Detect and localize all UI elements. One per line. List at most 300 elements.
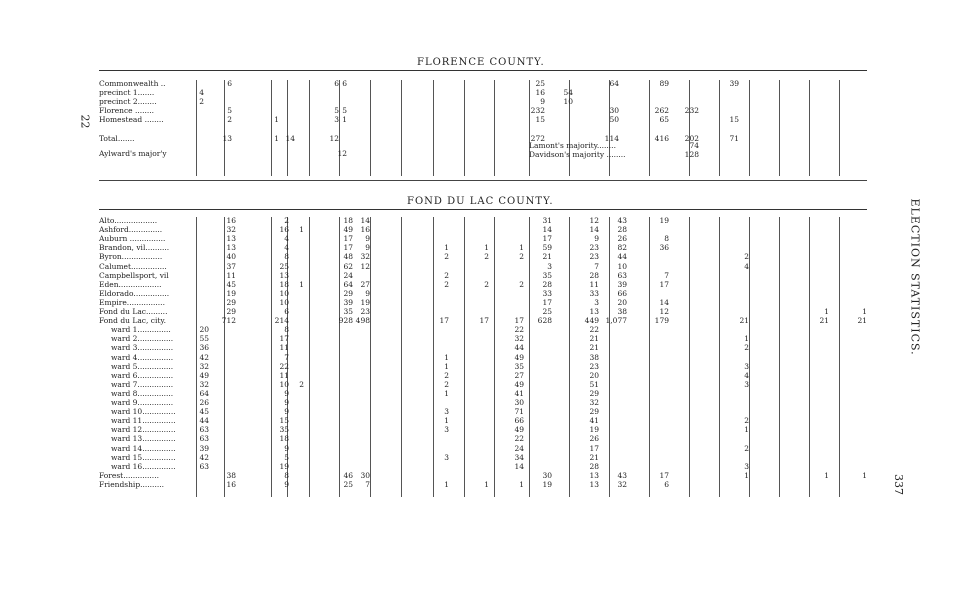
cell-value: 3 — [744, 379, 749, 389]
cell-value: 11 — [279, 343, 289, 353]
left-page-number: 22 — [78, 114, 92, 129]
cell-value: 28 — [542, 279, 552, 289]
cell-value: 20 — [199, 325, 209, 335]
cell-value: 28 — [589, 461, 599, 471]
cell-value: 49 — [514, 425, 524, 435]
cell-value: 25 — [343, 479, 353, 489]
cell-value: 71 — [514, 407, 524, 417]
cell-value: 32 — [199, 379, 209, 389]
cell-value: 9 — [284, 398, 289, 407]
cell-value: 232 — [684, 106, 699, 115]
row-label: ward 1.............. — [111, 325, 171, 335]
cell-value: 1 — [744, 334, 749, 344]
row-label: ward 13.............. — [111, 434, 176, 444]
cell-value: 214 — [274, 316, 289, 326]
cell-value: 32 — [226, 225, 236, 235]
cell-value: 51 — [589, 379, 599, 389]
cell-value: 6 — [227, 79, 232, 88]
cell-value: 19 — [226, 288, 236, 298]
cell-value: 2 — [284, 216, 289, 225]
cell-value: 32 — [617, 479, 627, 489]
cell-value: 4 — [284, 243, 289, 253]
cell-value: 19 — [542, 479, 552, 489]
cell-value: 12 — [659, 307, 669, 316]
row-label: ward 2............... — [111, 334, 174, 344]
table-row — [99, 272, 867, 281]
cell-value: 22 — [514, 325, 524, 335]
row-label: ward 14.............. — [111, 443, 176, 453]
row-label: Fond du Lac, city. — [99, 316, 166, 326]
cell-value: 10 — [617, 261, 627, 271]
cell-value: 12 — [589, 216, 599, 225]
florence-bottom-rule — [99, 180, 867, 181]
cell-value: 3 — [594, 297, 599, 307]
cell-value: 17 — [659, 470, 669, 480]
cell-value: 50 — [609, 115, 619, 124]
cell-value: 19 — [360, 297, 370, 307]
cell-value: 38 — [226, 470, 236, 480]
cell-value: 1,077 — [605, 316, 627, 326]
cell-value: 30 — [542, 470, 552, 480]
cell-value: 66 — [514, 416, 524, 426]
cell-value: 34 — [514, 452, 524, 462]
cell-value: 32 — [589, 398, 599, 407]
table-row — [99, 354, 867, 363]
cell-value: 13 — [222, 134, 232, 143]
cell-value: 17 — [279, 334, 289, 344]
cell-value: 44 — [514, 343, 524, 353]
fdl-top-rule — [99, 209, 867, 210]
cell-value: 2 — [519, 252, 524, 262]
cell-value: 232 — [530, 106, 545, 115]
cell-value: 262 — [654, 106, 669, 115]
cell-value: 7 — [284, 352, 289, 362]
row-label: Calumet............... — [99, 261, 167, 271]
cell-value: 11 — [226, 270, 236, 280]
cell-value: 17 — [659, 279, 669, 289]
cell-value: 2 — [199, 97, 204, 106]
row-label: ward 3............... — [111, 343, 174, 353]
cell-value: 7 — [594, 261, 599, 271]
cell-value: 6 — [334, 79, 339, 88]
cell-value: 2 — [484, 252, 489, 262]
table-row — [99, 399, 867, 408]
cell-value: 35 — [542, 270, 552, 280]
table-row — [99, 80, 867, 89]
cell-value: 10 — [563, 97, 573, 106]
row-label: Empire................ — [99, 297, 165, 307]
table-row — [99, 263, 867, 272]
cell-value: 26 — [199, 398, 209, 407]
cell-value: 39 — [343, 297, 353, 307]
cell-value: 2 — [444, 270, 449, 280]
cell-value: 19 — [589, 425, 599, 435]
florence-title: FLORENCE COUNTY. — [417, 57, 545, 68]
cell-value: 46 — [343, 470, 353, 480]
cell-value: 5 — [342, 106, 347, 115]
row-label: precinct 2........ — [99, 97, 157, 106]
cell-value: 8 — [284, 470, 289, 480]
cell-value: 22 — [514, 434, 524, 444]
cell-value: 38 — [617, 307, 627, 316]
cell-value: 16 — [535, 88, 545, 97]
cell-value: 7 — [664, 270, 669, 280]
note-row — [99, 142, 867, 151]
cell-value: 48 — [343, 252, 353, 262]
cell-value: 416 — [654, 134, 669, 143]
cell-value: 19 — [659, 216, 669, 225]
cell-value: 3 — [334, 115, 339, 124]
cell-value: 49 — [343, 225, 353, 235]
cell-value: 23 — [360, 307, 370, 316]
cell-value: 1 — [824, 470, 829, 480]
note-row — [99, 151, 867, 160]
table-row — [99, 445, 867, 454]
florence-table — [99, 80, 867, 176]
row-label: ward 15.............. — [111, 452, 176, 462]
cell-value: 49 — [514, 352, 524, 362]
cell-value: 28 — [589, 270, 599, 280]
cell-value: 21 — [589, 343, 599, 353]
cell-value: 17 — [439, 316, 449, 326]
table-row — [99, 226, 867, 235]
cell-value: 2 — [444, 279, 449, 289]
table-row — [99, 253, 867, 262]
cell-value: 44 — [199, 416, 209, 426]
cell-value: 15 — [535, 115, 545, 124]
cell-value: 9 — [365, 243, 370, 253]
table-row — [99, 408, 867, 417]
cell-value: 16 — [279, 225, 289, 235]
row-label: ward 11.............. — [111, 416, 176, 426]
cell-value: 9 — [594, 234, 599, 244]
cell-value: 24 — [343, 270, 353, 280]
cell-value: 8 — [284, 252, 289, 262]
cell-value: 2 — [744, 252, 749, 262]
cell-value: 14 — [514, 461, 524, 471]
row-label: Eden.................. — [99, 279, 162, 289]
table-row — [99, 299, 867, 308]
row-label: Total....... — [99, 134, 135, 143]
cell-value: 30 — [360, 470, 370, 480]
cell-value: 4 — [744, 370, 749, 380]
cell-value: 26 — [617, 234, 627, 244]
cell-value: 14 — [285, 134, 295, 143]
cell-value: 1 — [519, 479, 524, 489]
table-row — [99, 363, 867, 372]
fdl-title: FOND DU LAC COUNTY. — [407, 196, 554, 207]
cell-value: 22 — [279, 361, 289, 371]
cell-value: 11 — [279, 370, 289, 380]
cell-value: 1 — [444, 479, 449, 489]
cell-value: 66 — [617, 288, 627, 298]
row-label: Florence ........ — [99, 106, 155, 115]
cell-value: 15 — [279, 416, 289, 426]
row-label: ward 6............... — [111, 370, 174, 380]
cell-value: 1 — [484, 243, 489, 253]
cell-value: 2 — [484, 279, 489, 289]
cell-value: 42 — [199, 452, 209, 462]
note-value: 128 — [684, 150, 699, 159]
row-label: ward 4............... — [111, 352, 174, 362]
cell-value: 3 — [444, 425, 449, 435]
cell-value: 1 — [299, 225, 304, 235]
cell-value: 35 — [343, 307, 353, 316]
row-label: ward 10.............. — [111, 407, 176, 417]
row-label: Aylward's major'y — [99, 149, 167, 158]
cell-value: 6 — [284, 307, 289, 316]
row-label: Commonwealth .. — [99, 79, 166, 88]
cell-value: 41 — [589, 416, 599, 426]
cell-value: 14 — [360, 216, 370, 225]
cell-value: 40 — [226, 252, 236, 262]
cell-value: 1 — [444, 388, 449, 398]
cell-value: 2 — [444, 252, 449, 262]
table-row — [99, 417, 867, 426]
cell-value: 41 — [514, 388, 524, 398]
cell-value: 9 — [284, 388, 289, 398]
cell-value: 9 — [540, 97, 545, 106]
table-row — [99, 390, 867, 399]
cell-value: 1 — [342, 115, 347, 124]
cell-value: 4 — [284, 234, 289, 244]
cell-value: 6 — [342, 79, 347, 88]
cell-value: 64 — [343, 279, 353, 289]
cell-value: 32 — [199, 361, 209, 371]
cell-value: 25 — [542, 307, 552, 316]
cell-value: 71 — [729, 134, 739, 143]
cell-value: 1 — [519, 243, 524, 253]
cell-value: 3 — [744, 461, 749, 471]
cell-value: 1 — [744, 470, 749, 480]
cell-value: 712 — [221, 316, 236, 326]
cell-value: 29 — [226, 297, 236, 307]
cell-value: 17 — [589, 443, 599, 453]
cell-value: 2 — [444, 370, 449, 380]
cell-value: 65 — [659, 115, 669, 124]
cell-value: 13 — [226, 243, 236, 253]
row-label: Auburn ............... — [99, 234, 166, 244]
cell-value: 628 — [537, 316, 552, 326]
cell-value: 1 — [274, 115, 279, 124]
cell-value: 64 — [609, 79, 619, 88]
cell-value: 38 — [589, 352, 599, 362]
cell-value: 43 — [617, 470, 627, 480]
cell-value: 3 — [547, 261, 552, 271]
cell-value: 32 — [360, 252, 370, 262]
row-label: precinct 1....... — [99, 88, 155, 97]
cell-value: 9 — [284, 407, 289, 417]
cell-value: 3 — [444, 407, 449, 417]
cell-value: 14 — [542, 225, 552, 235]
table-row — [99, 89, 867, 98]
cell-value: 63 — [199, 425, 209, 435]
cell-value: 16 — [360, 225, 370, 235]
cell-value: 82 — [617, 243, 627, 253]
cell-value: 54 — [563, 88, 573, 97]
cell-value: 498 — [355, 316, 370, 326]
cell-value: 15 — [729, 115, 739, 124]
cell-value: 21 — [739, 316, 749, 326]
cell-value: 64 — [199, 388, 209, 398]
cell-value: 7 — [365, 479, 370, 489]
row-label: Fond du Lac......... — [99, 307, 168, 316]
cell-value: 1 — [444, 352, 449, 362]
cell-value: 39 — [729, 79, 739, 88]
cell-value: 33 — [589, 288, 599, 298]
table-row — [99, 98, 867, 107]
cell-value: 1 — [274, 134, 279, 143]
row-label: Forest............... — [99, 470, 159, 480]
cell-value: 10 — [279, 379, 289, 389]
table-row — [99, 235, 867, 244]
row-label: ward 16.............. — [111, 461, 176, 471]
cell-value: 25 — [279, 261, 289, 271]
cell-value: 32 — [514, 334, 524, 344]
table-row — [99, 244, 867, 253]
row-label: Byron................. — [99, 252, 163, 262]
cell-value: 25 — [535, 79, 545, 88]
cell-value: 62 — [343, 261, 353, 271]
cell-value: 9 — [284, 443, 289, 453]
cell-value: 28 — [617, 225, 627, 235]
cell-value: 10 — [279, 297, 289, 307]
table-row — [99, 317, 867, 326]
table-row — [99, 472, 867, 481]
row-label: ward 12.............. — [111, 425, 176, 435]
cell-value: 45 — [199, 407, 209, 417]
table-row — [99, 435, 867, 444]
cell-value: 37 — [226, 261, 236, 271]
table-row — [99, 372, 867, 381]
cell-value: 36 — [659, 243, 669, 253]
florence-top-rule — [99, 70, 867, 71]
cell-value: 42 — [199, 352, 209, 362]
row-label: Eldorado............... — [99, 288, 170, 298]
cell-value: 5 — [284, 452, 289, 462]
cell-value: 29 — [226, 307, 236, 316]
cell-value: 21 — [589, 334, 599, 344]
cell-value: 49 — [199, 370, 209, 380]
cell-value: 21 — [857, 316, 867, 326]
cell-value: 2 — [744, 416, 749, 426]
cell-value: 12 — [360, 261, 370, 271]
cell-value: 55 — [199, 334, 209, 344]
cell-value: 44 — [617, 252, 627, 262]
cell-value: 2 — [227, 115, 232, 124]
cell-value: 11 — [589, 279, 599, 289]
cell-value: 39 — [199, 443, 209, 453]
cell-value: 13 — [226, 234, 236, 244]
cell-value: 22 — [589, 325, 599, 335]
cell-value: 3 — [444, 452, 449, 462]
cell-value: 63 — [199, 461, 209, 471]
cell-value: 13 — [279, 270, 289, 280]
cell-value: 17 — [514, 316, 524, 326]
cell-value: 30 — [609, 106, 619, 115]
table-row — [99, 107, 867, 116]
side-title: ELECTION STATISTICS. — [908, 198, 922, 356]
cell-value: 17 — [479, 316, 489, 326]
cell-value: 36 — [199, 343, 209, 353]
note-text: Lamont's majority........ — [529, 141, 616, 150]
row-label: Friendship.......... — [99, 479, 164, 489]
cell-value: 1 — [862, 470, 867, 480]
row-label: Campbellsport, vil — [99, 270, 169, 280]
cell-value: 13 — [589, 307, 599, 316]
cell-value: 18 — [343, 216, 353, 225]
table-row — [99, 281, 867, 290]
cell-value: 21 — [589, 452, 599, 462]
cell-value: 272 — [530, 134, 545, 143]
cell-value: 4 — [744, 261, 749, 271]
cell-value: 17 — [542, 297, 552, 307]
row-label: ward 8............... — [111, 388, 174, 398]
cell-value: 12 — [329, 134, 339, 143]
cell-value: 2 — [299, 379, 304, 389]
cell-value: 26 — [589, 434, 599, 444]
cell-value: 14 — [659, 297, 669, 307]
table-row — [99, 426, 867, 435]
cell-value: 179 — [654, 316, 669, 326]
cell-value: 49 — [514, 379, 524, 389]
cell-value: 18 — [279, 434, 289, 444]
cell-value: 9 — [365, 234, 370, 244]
cell-value: 2 — [744, 443, 749, 453]
cell-value: 1 — [299, 279, 304, 289]
table-row — [99, 344, 867, 353]
cell-value: 27 — [360, 279, 370, 289]
cell-value: 4 — [199, 88, 204, 97]
cell-value: 9 — [284, 479, 289, 489]
cell-value: 59 — [542, 243, 552, 253]
table-row — [99, 290, 867, 299]
cell-value: 1 — [444, 416, 449, 426]
cell-value: 89 — [659, 79, 669, 88]
cell-value: 45 — [226, 279, 236, 289]
cell-value: 63 — [617, 270, 627, 280]
cell-value: 5 — [334, 106, 339, 115]
cell-value: 16 — [226, 479, 236, 489]
cell-value: 30 — [514, 398, 524, 407]
cell-value: 2 — [519, 279, 524, 289]
table-row — [99, 335, 867, 344]
cell-value: 24 — [514, 443, 524, 453]
cell-value: 33 — [542, 288, 552, 298]
cell-value: 1 — [862, 307, 867, 316]
note-value: 74 — [689, 141, 699, 150]
row-label: ward 9............... — [111, 398, 174, 407]
cell-value: 18 — [279, 279, 289, 289]
cell-value: 29 — [589, 407, 599, 417]
cell-value: 9 — [365, 288, 370, 298]
row-label: Brandon, vil.......... — [99, 243, 170, 253]
cell-value: 17 — [343, 234, 353, 244]
cell-value: 63 — [199, 434, 209, 444]
cell-value: 1 — [744, 425, 749, 435]
row-label: Alto.................. — [99, 216, 158, 225]
row-label: Homestead ........ — [99, 115, 164, 124]
cell-value: 23 — [589, 252, 599, 262]
cell-value: 202 — [684, 134, 699, 143]
table-row — [99, 481, 867, 490]
table-row — [99, 217, 867, 226]
note-text: Davidson's majority ........ — [529, 150, 626, 159]
cell-value: 2 — [744, 343, 749, 353]
cell-value: 114 — [604, 134, 619, 143]
cell-value: 21 — [542, 252, 552, 262]
cell-value: 2 — [444, 379, 449, 389]
